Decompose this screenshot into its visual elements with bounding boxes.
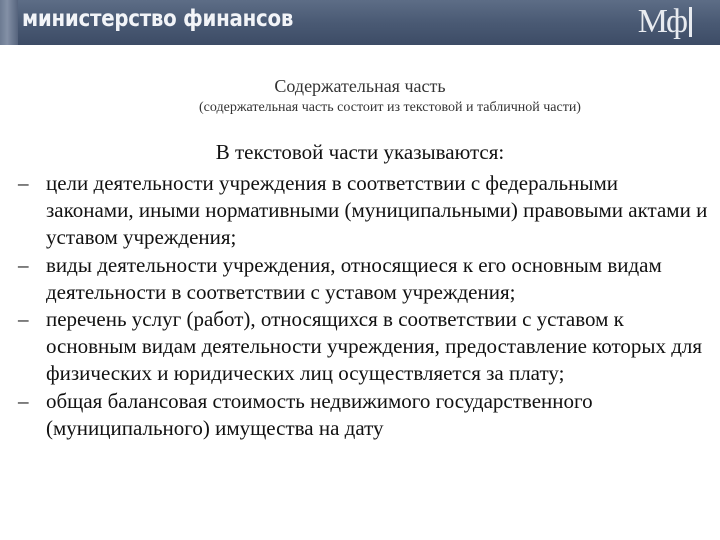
- ministry-logo: [638, 4, 692, 40]
- list-item-text: цели деятельности учреждения в соответствии с федеральными законами, иными нормативными (муниципальными) правовыми актами и уставом учреждения;: [46, 171, 708, 250]
- list-item: [18, 388, 708, 442]
- list-item: [18, 306, 708, 388]
- list-item-text: виды деятельности учреждения, относящиеся к его основным видам деятельности в соответствии с уставом учреждения;: [46, 252, 662, 304]
- list-item-text: общая балансовая стоимость недвижимого государственного (муниципального) имущества на дату: [46, 388, 593, 440]
- bullet-dash: –: [18, 252, 29, 277]
- list-item-text: перечень услуг (работ), относящихся в соответствии с уставом к основным видам деятельности учреждения, предоставление которых для физических и юридических лиц осуществляется за плату;: [46, 307, 703, 386]
- header-bar: [0, 0, 720, 45]
- section-subtitle: (содержательная часть состоит из текстовой и табличной части): [199, 100, 581, 115]
- bullet-dash: –: [18, 388, 29, 413]
- bullet-dash: –: [18, 307, 29, 332]
- section-title: Содержательная часть: [274, 76, 446, 96]
- list-item: [18, 170, 708, 252]
- list-item: [18, 252, 708, 306]
- ministry-title: министерство финансов: [22, 6, 294, 32]
- bullet-dash: –: [18, 171, 29, 195]
- logo-letters: Мф: [637, 3, 686, 40]
- building-image: [0, 0, 18, 45]
- requirements-list: [18, 170, 708, 442]
- intro-text: В текстовой части указываются:: [215, 140, 505, 164]
- logo-bar: [689, 7, 692, 37]
